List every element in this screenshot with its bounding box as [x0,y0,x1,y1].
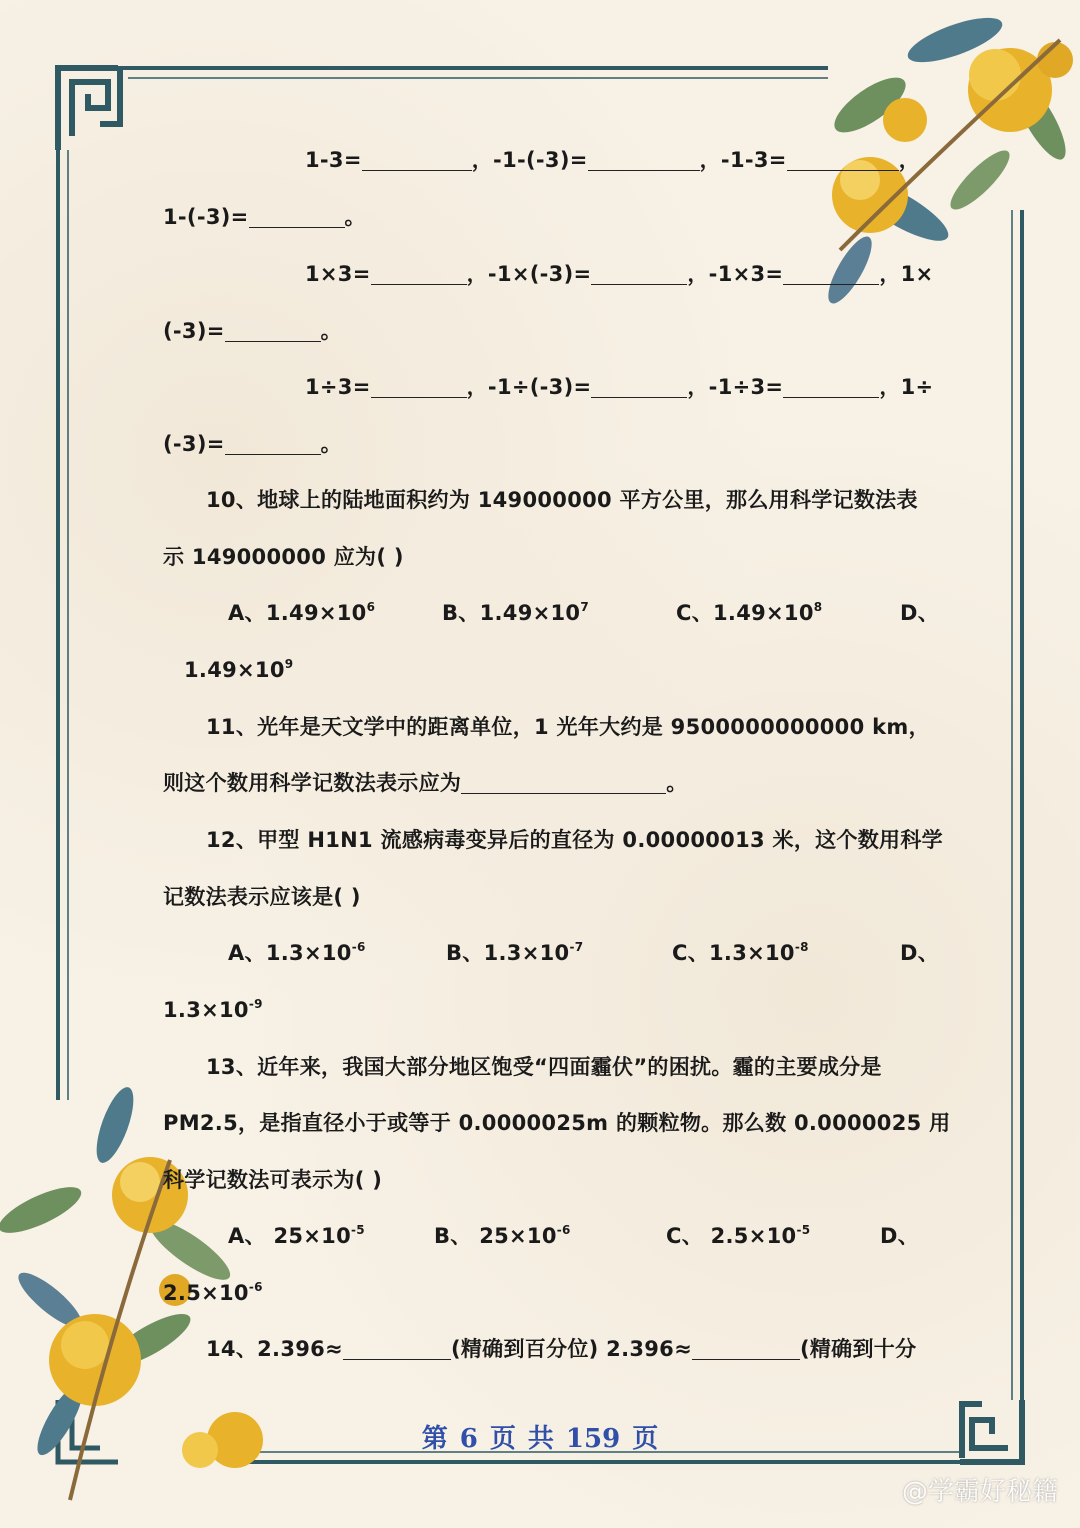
eq-text: ，-1÷3= [687,375,784,399]
footer-word: 第 [421,1424,448,1454]
answer-blank[interactable] [249,205,345,228]
eq-end: 。 [320,432,342,456]
answer-blank[interactable] [225,319,321,342]
answer-blank[interactable] [225,432,321,455]
watermark: @学霸好秘籍 [901,1477,1058,1507]
page-footer [0,1418,1080,1455]
exponent: -6 [248,1280,263,1294]
q10-option-d[interactable] [184,655,293,685]
equation-row-multiplication-cont [163,316,342,346]
question-11-line1: 11、光年是天文学中的距离单位，1 光年大约是 9500000000000 km， [206,715,930,739]
eq-text: ，1× [879,262,934,286]
exponent: -8 [794,940,809,954]
eq-text: 1-(-3)= [163,205,249,229]
answer-blank[interactable] [783,262,879,285]
question-text: (精确到百分位) 2.396≈ [450,1337,692,1361]
q13-option-d[interactable] [163,1278,263,1308]
exponent: 9 [284,657,294,671]
exponent: -9 [248,997,263,1011]
question-13-line3: 科学记数法可表示为( ) [163,1168,383,1192]
eq-text: 1×3= [305,262,371,286]
q13-option-c[interactable] [666,1221,810,1251]
answer-blank[interactable] [588,148,700,171]
exponent: -6 [351,940,366,954]
equation-row-subtraction-cont [163,202,366,232]
q10-option-a[interactable] [228,598,375,628]
equation-row-division [305,372,933,402]
equation-row-division-cont [163,429,342,459]
question-13-line2: PM2.5，是指直径小于或等于 0.0000025m 的颗粒物。那么数 0.0000025 用 [163,1111,951,1135]
answer-blank[interactable] [591,262,687,285]
eq-text: ， [898,148,920,172]
corner-top-left [58,68,120,150]
exponent: 7 [580,600,589,614]
q12-option-c[interactable] [672,938,809,968]
answer-blank[interactable] [461,771,666,794]
question-14 [206,1334,916,1364]
equation-row-multiplication [305,259,933,289]
question-13-line1: 13、近年来，我国大部分地区饱受“四面霾伏”的困扰。霾的主要成分是 [206,1055,882,1079]
eq-text: (-3)= [163,432,225,456]
eq-text: ，1÷ [879,375,934,399]
eq-text: ，-1÷(-3)= [466,375,592,399]
answer-blank[interactable] [343,1337,451,1360]
exponent: -5 [796,1223,811,1237]
eq-text: ，-1-3= [699,148,787,172]
option-text: B、 25×10 [434,1224,557,1248]
question-11-line2 [163,768,688,798]
option-text: C、 2.5×10 [666,1224,797,1248]
exponent: -6 [556,1223,571,1237]
exponent: -5 [351,1223,365,1237]
eq-text: 1-3= [305,148,362,172]
question-text: (精确到十分 [799,1337,917,1361]
option-text: A、1.3×10 [228,941,352,965]
eq-text: 1÷3= [305,375,371,399]
eq-text: ，-1×(-3)= [466,262,592,286]
footer-word: 页 [632,1424,659,1454]
q10-option-c[interactable] [676,598,822,628]
q10-option-b[interactable] [442,598,589,628]
page-number: 6 [459,1424,478,1454]
q13-option-a[interactable] [228,1221,365,1251]
option-text: 1.49×10 [184,658,285,682]
q10-option-d-label[interactable]: D、 [900,601,940,625]
question-text: 14、2.396≈ [206,1337,343,1361]
option-text: 1.3×10 [163,998,249,1022]
eq-end: 。 [666,771,688,795]
answer-blank[interactable] [591,375,687,398]
answer-blank[interactable] [787,148,899,171]
q13-option-d-label[interactable]: D、 [880,1224,920,1248]
answer-blank[interactable] [692,1337,800,1360]
q12-option-a[interactable] [228,938,366,968]
eq-text: ，-1-(-3)= [471,148,588,172]
option-text: A、1.49×10 [228,601,367,625]
option-text: 2.5×10 [163,1281,249,1305]
exponent: 6 [366,600,376,614]
q12-option-b[interactable] [446,938,583,968]
option-text: C、1.49×10 [676,601,814,625]
exponent: 8 [813,600,823,614]
q12-option-d[interactable] [163,995,263,1025]
equation-row-subtraction [305,145,920,175]
question-12-line1: 12、甲型 H1N1 流感病毒变异后的直径为 0.00000013 米，这个数用科学 [206,828,943,852]
eq-text: (-3)= [163,319,225,343]
answer-blank[interactable] [371,375,467,398]
question-text: 则这个数用科学记数法表示应为 [163,771,462,795]
q12-option-d-label[interactable]: D、 [900,941,940,965]
footer-word: 共 [527,1424,554,1454]
eq-text: ，-1×3= [687,262,784,286]
question-10-line2: 示 149000000 应为( ) [163,545,404,569]
answer-blank[interactable] [371,262,467,285]
answer-blank[interactable] [362,148,472,171]
option-text: B、1.49×10 [442,601,581,625]
question-10-line1: 10、地球上的陆地面积约为 149000000 平方公里，那么用科学记数法表 [206,488,918,512]
option-text: B、1.3×10 [446,941,570,965]
q13-option-b[interactable] [434,1221,571,1251]
answer-blank[interactable] [783,375,879,398]
footer-word: 页 [489,1424,516,1454]
question-12-line2: 记数法表示应该是( ) [163,885,361,909]
option-text: C、1.3×10 [672,941,795,965]
eq-end: 。 [320,319,342,343]
eq-end: 。 [344,205,366,229]
exponent: -7 [569,940,584,954]
option-text: A、 25×10 [228,1224,352,1248]
total-pages: 159 [565,1424,621,1454]
